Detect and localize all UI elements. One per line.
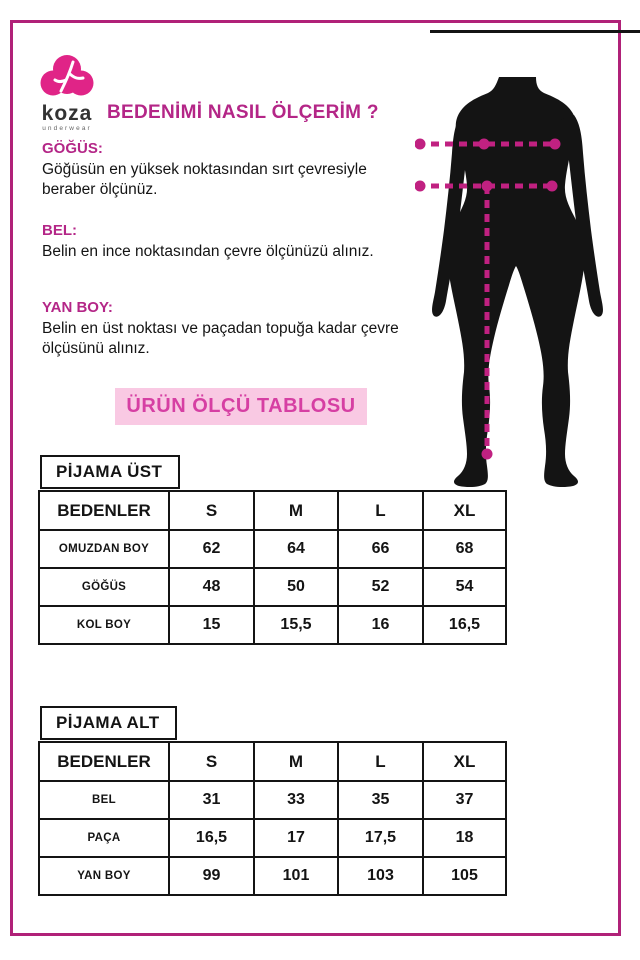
brand-tagline: underwear — [42, 125, 92, 132]
figure-image-top-edge — [430, 30, 640, 33]
table-header-row — [39, 491, 506, 530]
instruction-label: YAN BOY: — [42, 299, 113, 316]
koza-trefoil-icon — [37, 54, 97, 96]
table-row — [39, 819, 506, 857]
cell: 103 — [338, 857, 423, 895]
size-table — [38, 741, 507, 896]
cell: 18 — [423, 819, 506, 857]
cell: 35 — [338, 781, 423, 819]
size-table-pijama-alt — [38, 706, 507, 896]
size-table-banner: ÜRÜN ÖLÇÜ TABLOSU — [115, 388, 367, 425]
cell: 16 — [338, 606, 423, 644]
size-table-pijama-ust — [38, 455, 507, 645]
cell: 17 — [254, 819, 338, 857]
table-title: PİJAMA ÜST — [40, 455, 180, 489]
instruction-label: BEL: — [42, 222, 77, 239]
cell: 31 — [169, 781, 254, 819]
cell: 33 — [254, 781, 338, 819]
body-silhouette — [432, 77, 603, 487]
header-cell: L — [338, 491, 423, 530]
table-row — [39, 606, 506, 644]
header-cell: BEDENLER — [39, 491, 169, 530]
instruction-gogus — [42, 140, 420, 200]
instruction-text: Belin en üst noktası ve paçadan topuğa kadar çevre ölçüsünü alınız. — [42, 320, 399, 357]
row-label: KOL BOY — [39, 606, 169, 644]
instruction-label: GÖĞÜS: — [42, 140, 103, 157]
cell: 16,5 — [423, 606, 506, 644]
header-cell: S — [169, 491, 254, 530]
row-label: BEL — [39, 781, 169, 819]
cell: 48 — [169, 568, 254, 606]
brand-logo — [36, 54, 98, 133]
header-cell: M — [254, 491, 338, 530]
body-silhouette-figure — [415, 55, 615, 495]
row-label: OMUZDAN BOY — [39, 530, 169, 568]
cell: 15,5 — [254, 606, 338, 644]
instruction-bel — [42, 222, 420, 262]
brand-name: koza — [41, 102, 93, 125]
row-label: GÖĞÜS — [39, 568, 169, 606]
table-row — [39, 781, 506, 819]
table-row — [39, 530, 506, 568]
header-cell: XL — [423, 491, 506, 530]
size-table — [38, 490, 507, 645]
header-cell: S — [169, 742, 254, 781]
cell: 66 — [338, 530, 423, 568]
instruction-text: Belin en ince noktasından çevre ölçünüzü alınız. — [42, 243, 374, 260]
header-cell: L — [338, 742, 423, 781]
cell: 17,5 — [338, 819, 423, 857]
cell: 37 — [423, 781, 506, 819]
cell: 16,5 — [169, 819, 254, 857]
header-cell: XL — [423, 742, 506, 781]
cell: 15 — [169, 606, 254, 644]
table-title: PİJAMA ALT — [40, 706, 177, 740]
row-label: PAÇA — [39, 819, 169, 857]
cell: 52 — [338, 568, 423, 606]
page-title: BEDENİMİ NASIL ÖLÇERİM ? — [107, 102, 379, 123]
cell: 105 — [423, 857, 506, 895]
cell: 99 — [169, 857, 254, 895]
instruction-text: Göğüsün en yüksek noktasından sırt çevresiyle beraber ölçünüz. — [42, 161, 367, 198]
instruction-yanboy — [42, 299, 420, 359]
cell: 54 — [423, 568, 506, 606]
header-cell: BEDENLER — [39, 742, 169, 781]
cell: 62 — [169, 530, 254, 568]
cell: 50 — [254, 568, 338, 606]
cell: 68 — [423, 530, 506, 568]
cell: 101 — [254, 857, 338, 895]
header-cell: M — [254, 742, 338, 781]
row-label: YAN BOY — [39, 857, 169, 895]
table-header-row — [39, 742, 506, 781]
table-row — [39, 568, 506, 606]
table-row — [39, 857, 506, 895]
cell: 64 — [254, 530, 338, 568]
